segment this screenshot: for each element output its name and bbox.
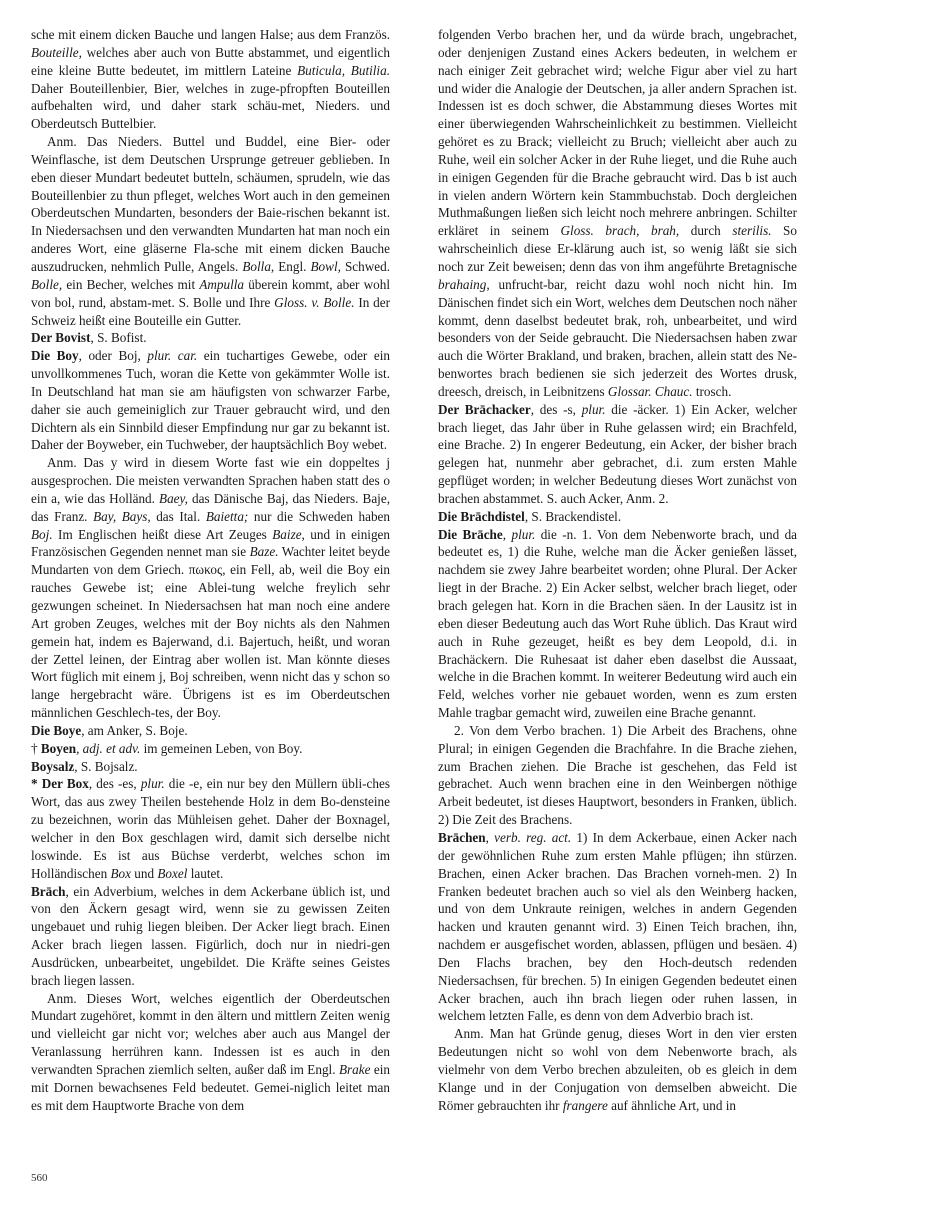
text-run: das Dänische Baj, das Nieders. Baje, das Franz. [31,490,391,524]
italic-term: Buticula, Butilia. [297,62,390,78]
text-run: Anm. Dieses Wort, welches eigentlich der Oberdeutschen Mundart zugehöret, kommt in den ältern und mittlern Zeiten wenig und vielleicht gar nicht vor; welches aber auch aus Mangel der Veranlassung herrühren kann. Indessen ist es auch in den verwandten Sprachen ziemlich selten, außer daß im Engl. [31,990,390,1077]
paragraph [438,722,797,829]
text-run: , S. Bojsalz. [74,758,138,774]
text-run: sche mit einem dicken Bauche und langen Halse; aus dem Französ. [31,27,390,42]
paragraph [31,133,390,329]
text-run: ein Becher, welches mit [62,276,200,292]
italic-term: Bay, Bays, [93,508,151,524]
paragraph [438,829,797,1025]
text-run: durch [679,223,733,239]
italic-term: plur. [511,526,536,542]
italic-term: Box [110,865,131,881]
page-number: 560 [31,1172,48,1184]
italic-term: Bowl, [310,258,341,274]
text-run: Anm. Man hat Gründe genug, dieses Wort in den vier ersten Bedeutungen nicht so wohl von dem Nebenworte brach, als vielmehr von dem Verbo brechen abzuleiten, ob es gleich in dem Klange und in der Conjugation von demselben abweicht. Die Römer gebrauchten ihr [438,1026,797,1113]
right-column [438,26,797,1114]
text-run: In der Schweiz heißt eine Bouteille ein Gutter. [31,294,391,328]
italic-term: Boj. [31,526,53,542]
text-run: folgenden Verbo brachen her, und da würde brach, ungebrachet, oder denjenigen Zustand eines Ackers bedeuten, in welchem er nach einiger Zeit gebrachet wird; welche Figur aber viel zu hart und wider die Analogie der Deutschen, ja aller andern Sprachen ist. Indessen ist es doch schwer, die Abstammung dieses Wortes mit einer überwiegenden Wahrscheinlichkeit zu bestimmen. Vielleicht gehöret es zu Brack; vielleicht zu Bruch; vielleicht aber auch zu Ruhe, weil ein solcher Acker in der Ruhe lieget, und die Ruhe auch in einigen Gegenden für die Brache gebraucht wird. Das b ist auch in vielen andern Wörtern kein Stammbuchstab. Doch dergleichen Muthmaßungen ließen sich leicht noch mehrere anbringen. Schilter erkläret in seinem [438,27,797,239]
italic-term: frangere [562,1097,608,1113]
entry-headword: Der Brāchacker [438,401,531,417]
text-run: und in einigen Französischen Gegenden nennet man sie [31,526,390,560]
italic-term: Ampulla [199,276,245,292]
text-run: , [76,740,83,756]
italic-term: Glossar. Chauc. [607,383,693,399]
paragraph [31,454,390,722]
text-run: , am Anker, S. Boje. [81,722,188,738]
text-run: welches aber auch von Butte abstammet, und eigentlich eine kleine Butte bedeutet, im mittlern Lateine [31,44,390,78]
text-run: , S. Brackendistel. [524,508,622,524]
italic-term: adj. et adv. [82,740,141,756]
text-run: 1) In dem Ackerbaue, einen Acker nach der gewöhnlichen Ruhe zum ersten Mahle pflügen; ihn stürzen. Brachen, einen Acker brachen. Das Brachen vorneh-men. 2) In Franken bedeutet brachen auch so viel als den Weinberg hacken, und von dem Unkraute reinigen, welches in andern Gegenden hacken und krauten genannt wird. 3) Einen Teich brachen, ihn, nachdem er ausgefischet worden, ablassen, pflügen und besäen. 4) Den Flachs brachen, bey den Hoch-deutsch redenden Niedersachsen, für brechen. 5) In einigen Gegenden bedeutet einen Acker brachen, auch ihn brach liegen oder ruhen lassen, in welchem letzten Falle, es denn von dem Adverbio brach ist. [438,829,798,1024]
text-run: unfrucht-bar, reicht dazu wohl noch nicht hin. Im Dänischen findet sich ein Wort, welches dem Deutschen noch näher kommt, denn daselbst bedeutet brak, roh, unbearbeitet, und wird besonders von der Seide gebraucht. Die Niedersachsen haben zwar auch die Wörter Brakland, und braken, brachen, allein statt des Ne-benwortes brach bedienen sie sich jederzeit des Wortes drusk, dreesch, dreisch, in Leibnitzens [438,276,797,399]
text-run: und [131,865,158,881]
text-run: , S. Bofist. [90,330,147,346]
italic-term: Gloss. v. Bolle. [274,294,355,310]
text-run: im gemeinen Leben, von Boy. [140,740,303,756]
italic-term: sterilis. [732,223,772,239]
text-run: ein mit Dornen bewachsenes Feld bedeutet. Gemei-niglich leitet man es mit dem Hauptworte Brache von dem [31,1061,390,1113]
italic-term: Baze. [249,544,279,560]
italic-term: Baietta; [205,508,249,524]
text-run: , oder Boj, [78,348,148,364]
entry-headword: Die Brāchdistel [438,508,525,524]
paragraph [31,347,390,454]
paragraph [31,775,390,882]
italic-term: plur. car. [147,348,198,364]
text-run: lautet. [187,865,224,881]
entry-headword: Boysalz [31,758,75,774]
text-run: , [485,829,495,845]
paragraph [438,1025,797,1114]
text-run: das Ital. [150,508,206,524]
text-run: Anm. Das y wird in diesem Worte fast wie ein doppeltes j ausgesprochen. Die meisten verwandten Sprachen haben statt des o ein a, wie das Holländ. [31,455,390,506]
text-run: die -e, ein nur bey den Müllern übli-ches Wort, das aus zwey Theilen bestehende Holz in dem Bo-densteine zu bezeichnen, worin das Mühleisen gehet. Daher der Boxnagel, welcher in den Box geschlagen wird, damit sich derselbe nicht loswinde. Es ist aus Büchse verderbt, welches schon im Holländischen [31,776,390,881]
text-run: Im Englischen heißt diese Art Zeuges [52,526,273,542]
italic-term: plur. [140,776,165,792]
italic-term: plur. [581,401,606,417]
paragraph [438,508,797,526]
italic-term: brahaing, [438,276,490,292]
text-run: überein kommt, aber wohl von bol, rund, abstam-met. S. Bolle und Ihre [31,276,390,310]
text-run: Engl. [274,258,311,274]
text-run: , des -s, [530,401,582,417]
text-run: Anm. Das Nieders. Buttel und Buddel, eine Bier- oder Weinflasche, ist dem Deutschen Ursprunge getreuer geblieben. In eben dieser Mundart bedeutet butteln, schäumen, sprudeln, wie das Bouteillenbier zu thun pfleget, welches Wort auch in den gemeinen Oberdeutschen Mundarten, besonders der Baie-rischen bekannt ist. In Niedersachsen und den verwandten Mundarten hat man noch ein anderes Wort, eine gläserne Fla-sche mit einem dicken Bauche auszudrucken, nehmlich Pulle, Angels. [31,134,390,274]
paragraph [31,26,390,133]
paragraph [31,990,390,1115]
italic-term: Bolla, [242,258,275,274]
text-run: die -äcker. 1) Ein Acker, welcher brach lieget, das Jahr über in Ruhe gelassen wird; ein Brachfeld, eine Brache. 2) In engerer Bedeutung, ein Acker, der bisher brach gelegen hat, nunmehr aber gebrachet, d.i. zum ersten Mahle gepflüget worden; in welcher Bedeutung dieses Wort zunächst von brachen abstammet. S. auch Acker, Anm. 2. [438,401,798,506]
paragraph [438,526,797,722]
entry-headword: Die Boye [31,722,82,738]
paragraph [31,758,390,776]
left-column [31,26,390,1114]
entry-headword: Die Brāche [438,526,503,542]
text-run: , des -es, [88,776,141,792]
text-run: ein tuchartiges Gewebe, oder ein unvollkommenes Tuch, woran die Kette von gekämmter Wolle ist. In Deutschland hat man sie am häufigsten von schwarzer Farbe, daher sie auch gemeiniglich zur Trauer gebraucht wird, und den Dichtern als ein Sinnbild dieser Empfindung nur gar zu bekannt ist. Daher der Boyweber, ein Tuchweber, der hauptsächlich Boy webet. [31,348,390,453]
italic-term: Bouteille, [31,44,82,60]
italic-term: Bolle, [31,276,63,292]
entry-headword: Boyen [40,740,77,756]
italic-term: Baize, [272,526,305,542]
italic-term: Baey, [159,490,188,506]
text-run: , ein Adverbium, welches in dem Ackerbane üblich ist, und von den Äckern gesagt wird, wenn sie zu gewissen Zeiten ungebauet und ruhig liegen bleiben. Der Acker liegt brach. Einen Acker brach liegen lassen. Figürlich, doch nur in niedri-gen Ausdrücken, unbearbeitet, ungebildet. Die Kräfte seines Geistes brach liegen lassen. [31,883,390,988]
text-run: Wachter leitet beyde Mundarten von dem Griech. πωκος, ein Fell, ab, weil die Boy ein rauches Gewebe ist; eine Ablei-tung welche freylich sehr gezwungen scheinet. In Niedersachsen hat man noch eine andere Art groben Zeuges, welches mit der Boy nichts als den Nahmen gemein hat, indem es Bajerwand, d.i. Bajertuch, heißt, und woran der Zettel leinen, der Eintrag aber wollen ist. Man könnte dieses Wort füglich mit einem j, Boj schreiben, wenn nicht das y schon so lange hergebracht wäre. Übrigens ist es im Oberdeutschen männlichen Geschlech-tes, der Boy. [31,544,390,721]
text-run: auf ähnliche Art, und in [607,1097,736,1113]
entry-headword: Die Boy [31,348,79,364]
text-run: trosch. [692,383,732,399]
italic-term: Gloss. brach, brah, [560,223,680,239]
italic-term: verb. reg. act. [494,829,572,845]
paragraph [438,26,797,401]
italic-term: Brake [338,1061,371,1077]
paragraph [31,329,390,347]
text-run: So wahrscheinlich diese Er-klärung auch ist, so wenig läßt sie sich noch zur Zeit beweisen; denn das von ihm angeführte Bretagnische [438,223,797,274]
paragraph [31,883,390,990]
entry-headword: Der Bovist [31,330,91,346]
text-run: Daher Bouteillenbier, Bier, welches in zuge-pfropften Bouteillen aufbehalten wird, und daher stark schäu-met, Nieders. und Oberdeutsch Buttelbier. [31,80,390,132]
paragraph [31,740,390,758]
paragraph [31,722,390,740]
text-run: 2. Von dem Verbo brachen. 1) Die Arbeit des Brachens, ohne Plural; in einigen Gegenden die Brachfahre. In die Brache ziehen, zum Brachen ziehen. Die Brache ist geschehen, das Feld ist gebrachet. Auch wenn brachen eine in den Weinbergen nöthige Arbeit bedeutet, ist dieses Hauptwort, besonders in Franken, üblich. 2) Die Zeit des Brachens. [438,722,797,828]
paragraph [438,401,797,508]
text-run: , [502,526,512,542]
entry-headword: * Der Box [31,776,89,792]
text-run: Schwed. [340,258,390,274]
text-run: die -n. 1. Von dem Nebenworte brach, und da bedeutet es, 1) die Ruhe, welche man die Äcker genießen lässet, nachdem sie zwey Jahre bearbeitet worden; ohne Plural. Der Acker liegt in der Brache. 2) Ein Acker selbst, welcher brach lieget, oder brach gelegen hat. Korn in die Brachen säen. In der Lausitz ist in eben dieser Bedeutung auch das Wort Ruhe üblich. Das Kraut wird auch in Ruhe gezeuget, heißt es bey dem Leopold, d.i. in Brachäckern. Die Ruhesaat ist daher eben daselbst die Aussaat, welche in die Brachen kommt. In weiterer Bedeutung wird auch ein Feld, welches vorher nie gebauet worden, wenn es zum ersten Mahle tragbar gemacht wird, zuweilen eine Brache genannt. [438,526,798,721]
text-run: † [31,740,41,756]
text-run: nur die Schweden haben [248,508,390,524]
entry-headword: Brāchen [438,829,486,845]
italic-term: Boxel [157,865,188,881]
entry-headword: Brāch [31,883,66,899]
